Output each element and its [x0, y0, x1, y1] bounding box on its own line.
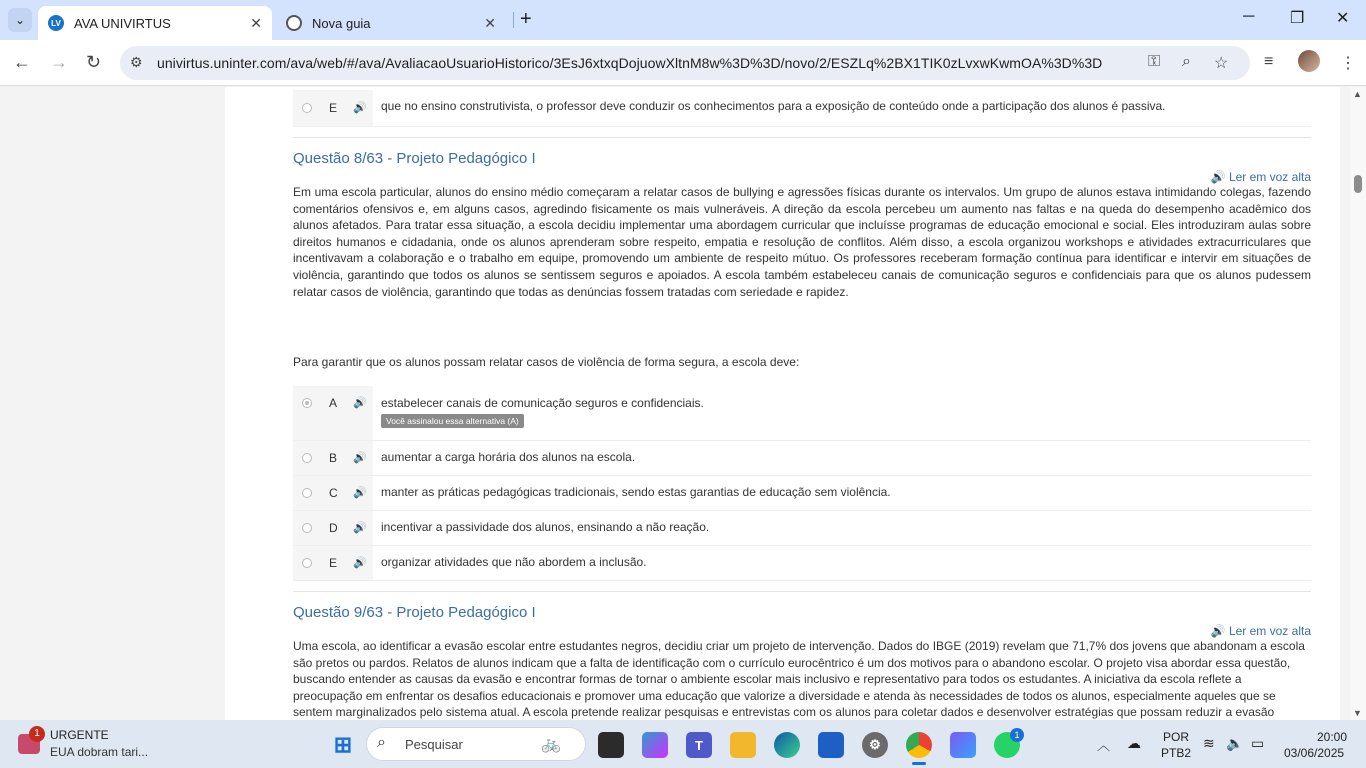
question-9-body: Uma escola, ao identificar a evasão escolar entre estudantes negros, decidiu criar um projeto de intervenção. Dados do IBGE (2019) revelam que 71,7% dos jovens que abandonam a escola são pretos ou pardos. Relatos de alunos indicam que a falta de identificação com o currículo eurocêntrico é um dos motivos para o abandono escolar. O projeto visa abordar essa questão, buscando entender as causas da evasão e encontrar formas de tornar o ambiente escolar mais inclusivo e representativo para todos os estudantes. A iniciativa da escola reflete a preocupação em enfrentar os desafios educacionais e promover uma educação que valorize a diversidade e atenda às necessidades de todos os alunos, especialmente aqueles que se sentem marginalizados pelo sistema atual. A escola pretende realizar pesquisas e entrevistas com os alunos para coletar dados e desenvolver estratégias que possam reduzir a evasão: [293, 639, 1305, 720]
speaker-icon[interactable]: 🔊: [353, 452, 367, 464]
option-letter: C: [329, 486, 338, 500]
search-placeholder: Pesquisar: [405, 737, 463, 752]
copilot-icon[interactable]: [642, 732, 668, 758]
windows-taskbar: [0, 720, 1366, 768]
radio-button[interactable]: [302, 103, 312, 113]
media-control-icon[interactable]: ≡: [1264, 53, 1274, 70]
tab-separator: [513, 12, 514, 28]
menu-kebab-icon[interactable]: ⋮: [1340, 55, 1356, 72]
close-window-icon[interactable]: ✕: [1336, 10, 1350, 27]
radio-button[interactable]: [302, 453, 312, 463]
close-tab-icon[interactable]: ✕: [484, 14, 496, 31]
option-letter: E: [329, 101, 338, 115]
scroll-up-icon[interactable]: ▲: [1353, 89, 1362, 99]
selected-alternative-badge: Você assinalou essa alternativa (A): [381, 414, 524, 428]
site-info-icon[interactable]: ⚙: [130, 54, 143, 70]
windows-start-icon[interactable]: ⊞: [333, 732, 353, 757]
restore-icon[interactable]: ❐: [1290, 10, 1305, 27]
bicycle-icon: 🚲: [541, 736, 561, 753]
option-text: organizar atividades que não abordem a inclusão.: [381, 555, 647, 569]
option-text: incentivar a passividade dos alunos, ensinando a não reação.: [381, 520, 710, 534]
active-app-indicator: [912, 762, 926, 765]
speaker-icon: 🔊: [1210, 170, 1226, 184]
wifi-icon[interactable]: ≋: [1203, 735, 1215, 751]
speaker-icon[interactable]: 🔊: [353, 487, 367, 499]
tab-nova-guia[interactable]: [276, 6, 506, 40]
language-code[interactable]: POR: [1163, 730, 1190, 744]
reload-icon[interactable]: ↻: [86, 52, 102, 72]
volume-icon[interactable]: 🔈: [1226, 735, 1244, 751]
close-tab-icon[interactable]: ✕: [250, 14, 262, 31]
question-8-prompt: Para garantir que os alunos possam relatar casos de violência de forma segura, a escola deve:: [293, 355, 800, 369]
password-key-icon[interactable]: ⚿: [1148, 53, 1161, 70]
settings-gear-icon[interactable]: ⚙: [862, 732, 888, 758]
search-icon: ⌕: [377, 734, 386, 751]
browser-toolbar: [0, 40, 1366, 86]
clock-date[interactable]: 03/06/2025: [1284, 746, 1345, 760]
radio-button[interactable]: [302, 523, 312, 533]
zoom-icon[interactable]: ⌕: [1182, 53, 1191, 70]
divider: [293, 137, 1311, 138]
speaker-icon[interactable]: 🔊: [353, 522, 367, 534]
forward-arrow-icon[interactable]: →: [50, 52, 68, 72]
chrome-icon[interactable]: [906, 732, 932, 758]
speaker-icon[interactable]: 🔊: [353, 102, 367, 114]
question-8-body: Em uma escola particular, alunos do ensino médio começaram a relatar casos de bullying e agressões físicas durante os intervalos. Um grupo de alunos estava intimidando colegas, fazendo comentários ofensivos e, em alguns casos, agredindo fisicamente os mais vulneráveis. A direção da escola percebeu um aumento nas faltas e na queda do desempenho acadêmico dos alunos afetados. Para tratar essa situação, a escola decidiu implementar uma abordagem curricular que incluísse programas de educação emocional e social. Eles introduziram aulas sobre direitos humanos e cidadania, onde os alunos aprenderam sobre respeito, empatia e resolução de conflitos. Além disso, a escola organizou workshops e atividades extracurriculares que incentivavam a colaboração e o trabalho em equipe, promovendo um ambiente de respeito mútuo. Os professores receberam formação contínua para identificar e intervir em situações de violência, garantindo que todos os alunos se sentissem seguros e apoiados. A escola também estabeleceu canais de comunicação seguros e confidenciais para que os alunos pudessem relatar casos de violência, garantindo que todas as denúncias fossem tratadas com seriedade e rapidez.: [293, 185, 1311, 299]
option-letter: A: [329, 396, 338, 410]
keyboard-layout[interactable]: PTB2: [1161, 746, 1192, 760]
whatsapp-badge: 1: [1010, 728, 1024, 742]
radio-button[interactable]: [302, 558, 312, 568]
chrome-favicon-icon: [286, 15, 302, 31]
battery-icon[interactable]: ▭: [1251, 735, 1265, 751]
profile-avatar[interactable]: [1298, 50, 1320, 72]
copilot-app-icon[interactable]: [950, 732, 976, 758]
tab-search-button[interactable]: ⌄: [8, 8, 32, 32]
option-b[interactable]: [293, 441, 1311, 476]
option-a[interactable]: [293, 386, 1311, 441]
task-view-icon[interactable]: [598, 732, 624, 758]
url-text: univirtus.uninter.com/ava/web/#/ava/AvaliacaoUsuarioHistorico/3EsJ6xtxqDojuowXltnM8w%3D%3D/novo/2/ESZLq%2BX1TIK0zLvxwKwmOA%3D%3D: [157, 55, 1103, 71]
scroll-thumb[interactable]: [1354, 175, 1362, 193]
news-count-badge: 1: [29, 726, 45, 742]
tab-bar: [0, 0, 1366, 40]
read-aloud-label: Ler em voz alta: [1228, 170, 1311, 184]
tab-title: AVA UNIVIRTUS: [74, 15, 171, 31]
teams-icon[interactable]: T: [686, 732, 712, 758]
divider: [293, 591, 1311, 592]
option-d[interactable]: [293, 511, 1311, 546]
prev-option-e[interactable]: [293, 90, 1311, 127]
file-explorer-icon[interactable]: [730, 732, 756, 758]
onedrive-cloud-icon[interactable]: ☁: [1127, 735, 1141, 751]
option-letter: B: [329, 451, 338, 465]
store-icon[interactable]: [818, 732, 844, 758]
radio-button[interactable]: [302, 488, 312, 498]
page-scrollbar[interactable]: [1350, 87, 1366, 720]
news-text[interactable]: EUA dobram tari...: [50, 745, 149, 759]
option-c[interactable]: [293, 476, 1311, 511]
bookmark-star-icon[interactable]: ☆: [1214, 55, 1229, 72]
read-aloud-link[interactable]: [1211, 170, 1311, 184]
address-bar[interactable]: [120, 46, 1250, 80]
read-aloud-link[interactable]: [1211, 624, 1311, 638]
news-title[interactable]: URGENTE: [50, 728, 109, 742]
option-letter: E: [329, 556, 338, 570]
read-aloud-label: Ler em voz alta: [1228, 624, 1311, 638]
question-9-clip: [0, 638, 1350, 720]
speaker-icon[interactable]: 🔊: [353, 557, 367, 569]
scroll-down-icon[interactable]: ▼: [1353, 708, 1362, 718]
option-text: manter as práticas pedagógicas tradicionais, sendo estas garantias de educação sem violência.: [381, 485, 891, 499]
question-8-title: Questão 8/63 - Projeto Pedagógico I: [293, 150, 536, 167]
minimize-icon[interactable]: ─: [1243, 8, 1255, 25]
taskbar-search[interactable]: [366, 727, 586, 761]
speaker-icon: 🔊: [1210, 624, 1226, 638]
chevron-up-icon[interactable]: ︿: [1097, 738, 1111, 753]
back-arrow-icon[interactable]: ←: [13, 52, 31, 72]
tab-ava-univirtus[interactable]: [38, 6, 272, 40]
option-text: estabelecer canais de comunicação seguros e confidenciais.: [381, 396, 704, 410]
option-letter: D: [329, 521, 338, 535]
option-text: aumentar a carga horária dos alunos na escola.: [381, 450, 636, 464]
speaker-icon[interactable]: 🔊: [353, 397, 367, 409]
question-9-title: Questão 9/63 - Projeto Pedagógico I: [293, 604, 536, 621]
univirtus-favicon-icon: LV: [48, 15, 64, 31]
tab-title: Nova guia: [312, 15, 371, 31]
new-tab-icon[interactable]: +: [520, 8, 532, 30]
option-e[interactable]: [293, 546, 1311, 581]
edge-icon[interactable]: [774, 732, 800, 758]
option-text: que no ensino construtivista, o professor deve conduzir os conhecimentos para a exposição de conteúdo onde a participação dos alunos é passiva.: [381, 99, 1166, 113]
clock-time[interactable]: 20:00: [1317, 730, 1348, 744]
radio-button-selected[interactable]: [302, 398, 312, 408]
